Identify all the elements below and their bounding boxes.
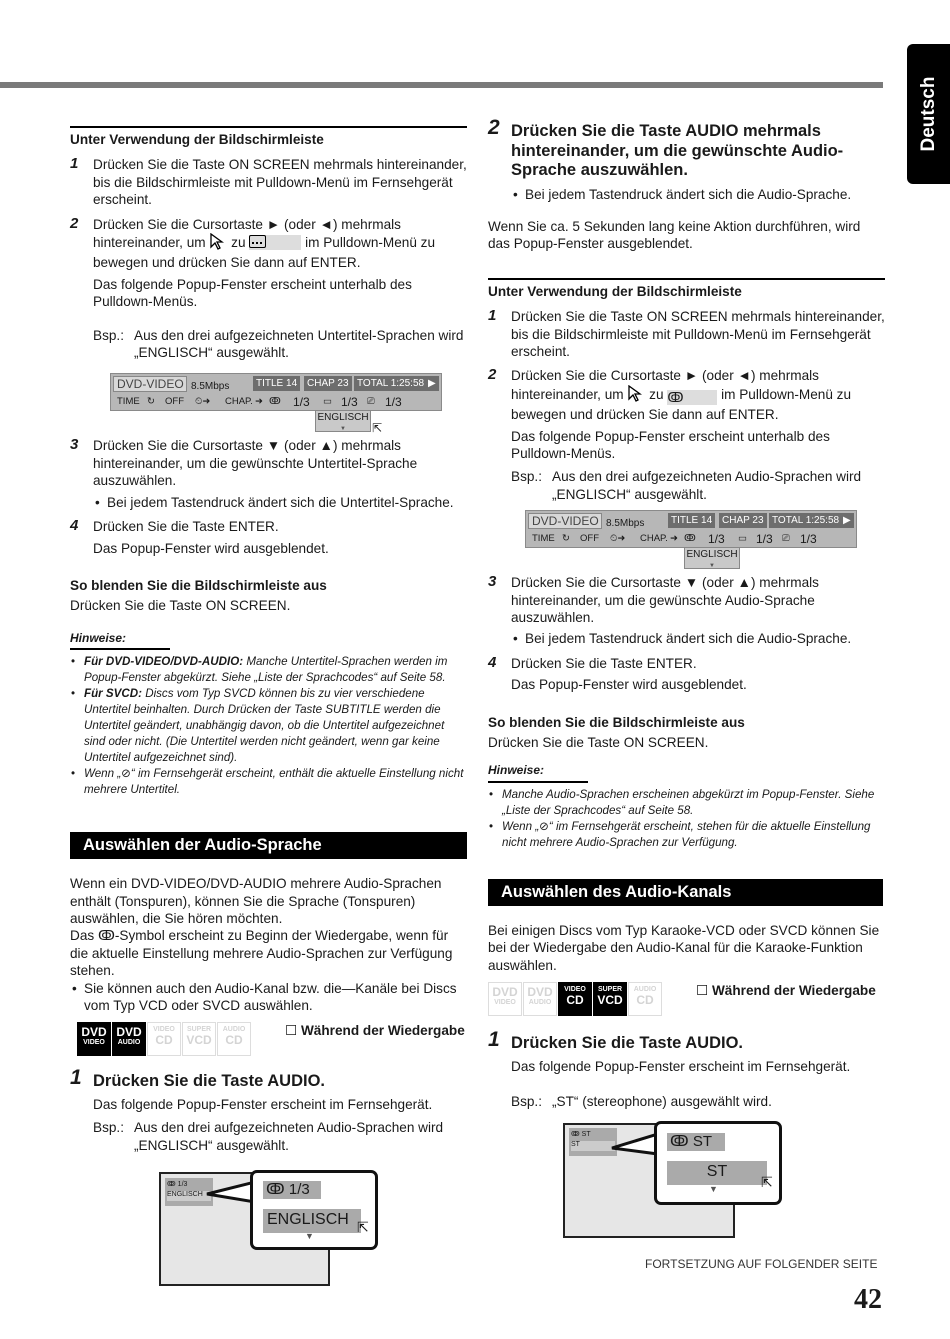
notes-heading: Hinweise: xyxy=(488,762,588,782)
section-header-audio-channel: Auswählen des Audio-Kanals xyxy=(488,879,883,906)
angle-icon: ⎚ xyxy=(782,533,790,545)
cursor-icon xyxy=(627,385,645,406)
during-playback: ☐ Während der Wiedergabe xyxy=(696,983,876,999)
down-arrow-icon: ▼ xyxy=(709,1184,718,1194)
step-4: 4 Drücken Sie die Taste ENTER. Das Popup-Fenster wird ausgeblendet. xyxy=(70,517,329,556)
hide-heading: So blenden Sie die Bildschirmleiste aus xyxy=(488,714,745,730)
step-4: 4 Drücken Sie die Taste ENTER. Das Popup-Fenster wird ausgeblendet. xyxy=(488,653,747,693)
subtitle-small-icon: ▭ xyxy=(738,533,747,545)
cursor-icon: ⇱ xyxy=(761,1174,773,1190)
step-3: 3 Drücken Sie die Cursortaste ▼ (oder ▲) mehrmals hintereinander, um die gewünschte Untertitel-Sprache auszuwählen. • Bei jedem Tastendruck ändert sich die Untertitel-Sprache. xyxy=(70,437,467,511)
dvd-audio-icon: DVD AUDIO xyxy=(112,1022,146,1056)
disc-icons xyxy=(488,982,885,1022)
page-number: 42 xyxy=(854,1284,882,1315)
subtitle-small-icon: ▭ xyxy=(323,396,332,408)
channel-step-1: 1 Drücken Sie die Taste AUDIO. Das folgende Popup-Fenster erscheint im Fernsehgerät. Bsp.: „ST“ (stereophone) ausgewählt wird. xyxy=(488,1028,851,1109)
subheading: Unter Verwendung der Bildschirmleiste xyxy=(488,278,885,300)
note: • Wenn „⊘“ im Fernsehgerät erscheint, stehen für die aktuelle Einstellung nicht mehrere Audio-Sprachen zur Verfügung. xyxy=(488,819,885,851)
audio-cd-icon: AUDIO CD xyxy=(217,1022,251,1056)
prohibited-icon: ⊘ xyxy=(539,819,549,833)
hide-heading: So blenden Sie die Bildschirmleiste aus xyxy=(70,577,327,593)
note: • Manche Audio-Sprachen erscheinen abgekürzt im Popup-Fenster. Siehe „Liste der Sprachcodes“ auf Seite 58. xyxy=(488,787,885,819)
arrow-icon: ➜ xyxy=(670,533,678,545)
repeat-icon: ↻ xyxy=(147,396,155,408)
angle-icon: ⎚ xyxy=(367,396,375,408)
continued-footer: FORTSETZUNG AUF FOLGENDER SEITE xyxy=(645,1257,878,1271)
language-tab: Deutsch xyxy=(907,44,950,184)
audio-icon: ↂ xyxy=(571,1131,582,1138)
video-cd-icon: VIDEO CD xyxy=(147,1022,181,1056)
subheading: Unter Verwendung der Bildschirmleiste xyxy=(70,126,467,148)
popup-window: ENGLISCH ▼ xyxy=(684,547,740,569)
audio-icon: ↂ xyxy=(670,1133,693,1150)
audio-step-2: 2 Drücken Sie die Taste AUDIO mehrmals hintereinander, um die gewünschte Audio-Sprache auszuwählen. • Bei jedem Tastendruck ändert sich die Audio-Sprache. xyxy=(488,122,885,203)
left-column: Unter Verwendung der Bildschirmleiste 1 Drücken Sie die Taste ON SCREEN mehrmals hintereinander, bis die Bildschirmleiste mit Pulldown-Menü im Fernsehgerät erscheint. 2 Drücken Sie die Cursortaste ► (oder ◄) mehrmals hintereinander, um zu im Pulldown-Menü zu bewegen und drücken Sie dann auf ENTER. Das folgende Popup-Fenster erscheint unterhalb des Pulldown-Menüs. Bsp.: Aus den drei aufgezeichneten Untertitel-Sprachen wird „ENGLISCH“ ausgewählt. DVD-VIDEO 8.5Mbps TITLE 14 CHAP 23 TOTAL 1:25:58 ▶ TIME ↻ OFF ⏲➜ CHAP. ➜ ↂ 1/3 ▭ 1/3 ⎚ 1/3 ENGLISCH ▼ ⇱ 3 Drücken Sie die Cursortaste ▼ (oder ▲) mehrmals hintereinander, um die gewünschte Untertitel-Sprache auszuwählen. • Bei jedem Tastendruck ändert sich die Untertitel-Sprache. 4 Drücken Sie die Taste ENTER. Das Popup-Fenster wird ausgeblendet. So blenden Sie die Bildschirmleiste aus Drücken Sie die Taste ON SCREEN. Hinweise: • Für DVD-VIDEO/DVD-AUDIO: Manche Untertitel-Sprachen werden im Popup-Fenster abgekürzt. Siehe „Liste der Sprachcodes“ auf Seite 58. • Für SVCD: Discs vom Typ SVCD können bis zu vier verschiedene Untertitel beinhalten. Durch Drücken der Taste SUBTITLE werden die Untertitel geändert, unabhängig davon, ob die Untertitel aufgezeichnet sind oder nicht. (Die Untertitel werden nicht geändert, wenn gar keine Untertitel aufgezeichnet sind). • Wenn „⊘“ im Fernsehgerät erscheint, enthält die aktuelle Einstellung nicht mehrere Untertitel. Auswählen der Audio-Sprache Wenn ein DVD-VIDEO/DVD-AUDIO mehrere Audio-Sprachen enthält (Tonspuren), können Sie die Sprache (Tonspuren) auswählen, die Sie hören möchten. Das ↂ-Symbol erscheint zu Beginn der Wiedergabe, wenn für die aktuelle Einstellung mehrere Audio-Sprachen zur Verfügung stehen. • Sie können auch den Audio-Kanal bzw. die—Kanäle bei Discs vom Typ VCD oder SVCD auswählen. DVD VIDEO DVD AUDIO VIDEO CD SUPER VCD AUDIO CD ☐ Während der Wiedergabe 1 Drücken Sie die Taste AUDIO. Das folgende Popup-Fenster erscheint im Fernsehgerät. Bsp.: Aus den drei aufgezeichneten Audio-Sprachen wird „ENGLISCH“ ausgewählt. xyxy=(70,126,467,1161)
dvd-video-icon: DVD VIDEO xyxy=(488,982,522,1016)
right-column: 2 Drücken Sie die Taste AUDIO mehrmals hintereinander, um die gewünschte Audio-Sprache auszuwählen. • Bei jedem Tastendruck ändert sich die Audio-Sprache. Wenn Sie ca. 5 Sekunden lang keine Aktion durchführen, wird das Popup-Fenster ausgeblendet. Unter Verwendung der Bildschirmleiste 1 Drücken Sie die Taste ON SCREEN mehrmals hintereinander, bis die Bildschirmleiste mit Pulldown-Menü im Fernsehgerät erscheint. 2 Drücken Sie die Cursortaste ► (oder ◄) mehrmals hintereinander, um zu ↂ im Pulldown-Menü zu bewegen und drücken Sie dann auf ENTER. Das folgende Popup-Fenster erscheint unterhalb des Pulldown-Menüs. Bsp.: Aus den drei aufgezeichneten Audio-Sprachen wird „ENGLISCH“ ausgewählt. DVD-VIDEO 8.5Mbps TITLE 14 CHAP 23 TOTAL 1:25:58 ▶ TIME ↻ OFF ⏲➜ CHAP. ➜ ↂ 1/3 ▭ 1/3 ⎚ 1/3 ENGLISCH ▼ 3 Drücken Sie die Cursortaste ▼ (oder ▲) mehrmals hintereinander, um die gewünschte Audio-Sprache auszuwählen. • Bei jedem Tastendruck ändert sich die Audio-Sprache. 4 Drücken Sie die Taste ENTER. Das Popup-Fenster wird ausgeblendet. So blenden Sie die Bildschirmleiste aus Drücken Sie die Taste ON SCREEN. Hinweise: • Manche Audio-Sprachen erscheinen abgekürzt im Popup-Fenster. Siehe „Liste der Sprachcodes“ auf Seite 58. • Wenn „⊘“ im Fernsehgerät erscheint, stehen für die aktuelle Einstellung nicht mehrere Audio-Sprachen zur Verfügung. Auswählen des Audio-Kanals Bei einigen Discs vom Typ Karaoke-VCD oder SVCD können Sie bei der Wiedergabe den Audio-Kanal für die Karaoke-Funktion auswählen. DVD VIDEO DVD AUDIO VIDEO CD SUPER VCD AUDIO CD ☐ Während der Wiedergabe 1 Drücken Sie die Taste AUDIO. Das folgende Popup-Fenster erscheint im Fernsehgerät. Bsp.: „ST“ (stereophone) ausgewählt wird. xyxy=(488,122,885,1117)
onscreen-bar-subtitle xyxy=(110,373,467,437)
audio-icon: ↂ xyxy=(269,396,281,408)
cursor-icon: ⇱ xyxy=(372,421,383,436)
onscreen-bar-audio xyxy=(525,510,885,574)
down-arrow-icon: ▼ xyxy=(305,1231,314,1241)
osd-bar: DVD-VIDEO 8.5Mbps TITLE 14 CHAP 23 TOTAL 1:25:58 ▶ TIME ↻ OFF ⏲➜ CHAP. ➜ ↂ 1/3 ▭ 1/3 ⎚ 1/3 xyxy=(525,510,857,548)
notes-heading: Hinweise: xyxy=(70,630,170,650)
timer-icon: ⏲➜ xyxy=(195,396,211,408)
arrow-icon: ➜ xyxy=(255,396,263,408)
step-1: 1 Drücken Sie die Taste ON SCREEN mehrmals hintereinander, bis die Bildschirmleiste mit Pulldown-Menü im Fernsehgerät erscheint. xyxy=(488,307,885,359)
disc-icons xyxy=(77,1022,467,1062)
play-icon: ▶ xyxy=(839,513,854,528)
note: • Für SVCD: Discs vom Typ SVCD können bis zu vier verschiedene Untertitel beinhalten. Durch Drücken der Taste SUBTITLE werden die Untertitel geändert, unabhängig davon, ob die Untertitel aufgezeichnet sind oder nicht. (Die Untertitel werden nicht geändert, wenn gar keine Untertitel aufgezeichnet sind). xyxy=(70,686,467,766)
osd-bar: DVD-VIDEO 8.5Mbps TITLE 14 CHAP 23 TOTAL 1:25:58 ▶ TIME ↻ OFF ⏲➜ CHAP. ➜ ↂ 1/3 ▭ 1/3 ⎚ 1/3 xyxy=(110,373,442,411)
step-2: 2 Drücken Sie die Cursortaste ► (oder ◄) mehrmals hintereinander, um zu im Pulldown-Menü zu bewegen und drücken Sie dann auf ENTER. Das folgende Popup-Fenster erscheint unterhalb des Pulldown-Menüs. Bsp.: Aus den drei aufgezeichneten Untertitel-Sprachen wird „ENGLISCH“ ausgewählt. xyxy=(70,216,467,362)
audio-icon: ↂ xyxy=(167,1181,178,1188)
cursor-icon: ⇱ xyxy=(357,1219,369,1235)
note: • Wenn „⊘“ im Fernsehgerät erscheint, enthält die aktuelle Einstellung nicht mehrere Untertitel. xyxy=(70,766,467,798)
example: Bsp.: Aus den drei aufgezeichneten Audio-Sprachen wird „ENGLISCH“ ausgewählt. xyxy=(511,469,862,502)
prohibited-icon: ⊘ xyxy=(121,767,131,781)
video-cd-icon: VIDEO CD xyxy=(558,982,592,1016)
callout-pointer xyxy=(610,1132,660,1156)
popup-window: ENGLISCH ▼ xyxy=(315,410,371,432)
section-header-audio-language: Auswählen der Audio-Sprache xyxy=(70,832,467,859)
step-3: 3 Drücken Sie die Cursortaste ▼ (oder ▲) mehrmals hintereinander, um die gewünschte Audio-Sprache auszuwählen. • Bei jedem Tastendruck ändert sich die Audio-Sprache. xyxy=(488,574,885,648)
subtitle-icon xyxy=(249,235,301,250)
dvd-video-icon: DVD VIDEO xyxy=(77,1022,111,1056)
tv-screen: ↂ ST ST xyxy=(563,1123,735,1238)
cursor-icon xyxy=(209,233,227,254)
audio-icon: ↂ xyxy=(684,533,696,545)
audio-icon: ↂ xyxy=(97,928,115,944)
audio-icon: ↂ xyxy=(667,390,717,405)
audio-step-1: 1 Drücken Sie die Taste AUDIO. Das folgende Popup-Fenster erscheint im Fernsehgerät. Bsp.: Aus den drei aufgezeichneten Audio-Sprachen wird „ENGLISCH“ ausgewählt. xyxy=(70,1066,444,1153)
play-icon: ▶ xyxy=(424,376,439,391)
popup-zoom: ↂ 1/3 ENGLISCH ▼ ⇱ xyxy=(250,1170,378,1250)
during-playback: ☐ Während der Wiedergabe xyxy=(285,1023,465,1039)
audio-icon: ↂ xyxy=(266,1181,289,1198)
note: • Für DVD-VIDEO/DVD-AUDIO: Manche Untertitel-Sprachen werden im Popup-Fenster abgekürzt. Siehe „Liste der Sprachcodes“ auf Seite 58. xyxy=(70,654,467,686)
super-vcd-icon: SUPER VCD xyxy=(593,982,627,1016)
repeat-icon: ↻ xyxy=(562,533,570,545)
example: Bsp.: Aus den drei aufgezeichneten Untertitel-Sprachen wird „ENGLISCH“ ausgewählt. xyxy=(93,327,464,361)
super-vcd-icon: SUPER VCD xyxy=(182,1022,216,1056)
step-2: 2 Drücken Sie die Cursortaste ► (oder ◄) mehrmals hintereinander, um zu ↂ im Pulldown-Menü zu bewegen und drücken Sie dann auf ENTER. Das folgende Popup-Fenster erscheint unterhalb des Pulldown-Menüs. Bsp.: Aus den drei aufgezeichneten Audio-Sprachen wird „ENGLISCH“ ausgewählt. xyxy=(488,367,885,503)
dvd-audio-icon: DVD AUDIO xyxy=(523,982,557,1016)
top-rule xyxy=(0,82,883,88)
tv-screen: ↂ 1/3 ENGLISCH xyxy=(159,1172,330,1286)
popup-zoom: ↂ ST ST ▼ ⇱ xyxy=(654,1121,782,1205)
timer-icon: ⏲➜ xyxy=(610,533,626,545)
step-1: 1 Drücken Sie die Taste ON SCREEN mehrmals hintereinander, bis die Bildschirmleiste mit Pulldown-Menü im Fernsehgerät erscheint. xyxy=(70,155,467,208)
audio-cd-icon: AUDIO CD xyxy=(628,982,662,1016)
